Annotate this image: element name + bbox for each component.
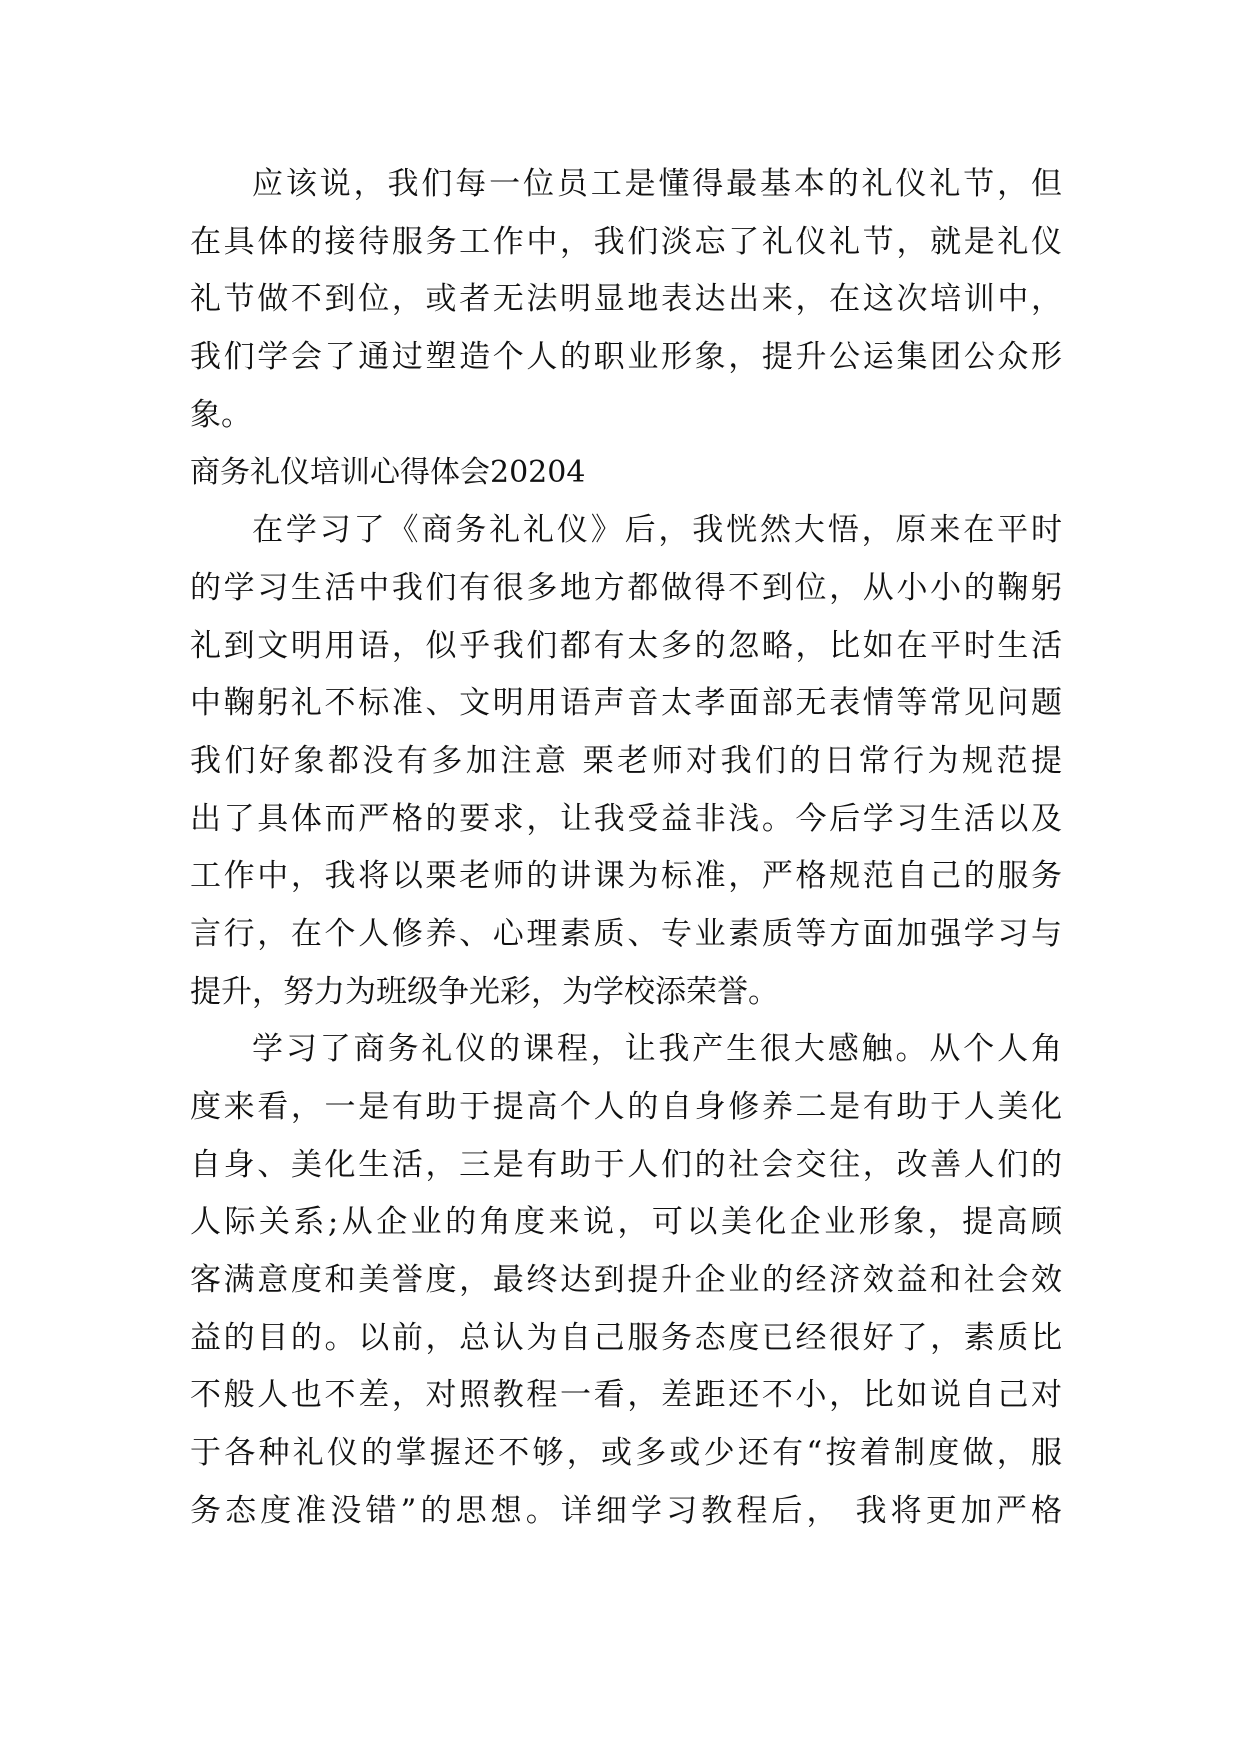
text-line: 礼到文明用语，似乎我们都有太多的忽略，比如在平时生活 [190, 627, 1062, 664]
text-line: 出了具体而严格的要求，让我受益非浅。今后学习生活以及 [190, 800, 1062, 837]
text-line: 提升，努力为班级争光彩，为学校添荣誉。 [190, 973, 779, 1010]
text-line: 言行，在个人修养、心理素质、专业素质等方面加强学习与 [190, 915, 1062, 952]
section-heading: 商务礼仪培训心得体会20204 [190, 455, 586, 491]
document-body [190, 156, 1062, 1541]
paragraph-intro [190, 156, 1062, 444]
text-line: 客满意度和美誉度，最终达到提升企业的经济效益和社会效 [190, 1262, 1062, 1299]
text-line: 学习了商务礼仪的课程，让我产生很大感触。从个人角 [252, 1031, 1062, 1068]
text-line: 人际关系;从企业的角度来说，可以美化企业形象，提高顾 [190, 1204, 1062, 1241]
text-line: 象。 [190, 396, 252, 433]
text-line: 礼节做不到位，或者无法明显地表达出来，在这次培训中， [190, 281, 1062, 318]
text-line: 度来看，一是有助于提高个人的自身修养二是有助于人美化 [190, 1089, 1062, 1125]
text-line: 在学习了《商务礼礼仪》后，我恍然大悟，原来在平时 [252, 512, 1062, 549]
text-line: 益的目的。以前，总认为自己服务态度已经很好了，素质比 [190, 1319, 1062, 1356]
text-line: 工作中，我将以栗老师的讲课为标准，严格规范自己的服务 [190, 858, 1062, 895]
text-line: 于各种礼仪的掌握还不够，或多或少还有“按着制度做，服 [190, 1435, 1062, 1472]
text-line: 自身、美化生活，三是有助于人们的社会交往，改善人们的 [190, 1146, 1062, 1183]
text-line: 应该说，我们每一位员工是懂得最基本的礼仪礼节，但 [252, 166, 1062, 202]
paragraph-course-reflection [190, 1021, 1062, 1540]
text-line: 我们好象都没有多加注意 栗老师对我们的日常行为规范提 [190, 742, 1062, 779]
text-line: 务态度准没错”的思想。详细学习教程后， 我将更加严格 [190, 1492, 1062, 1529]
text-line: 我们学会了通过塑造个人的职业形象，提升公运集团公众形 [190, 339, 1062, 376]
text-line: 在具体的接待服务工作中，我们淡忘了礼仪礼节，就是礼仪 [190, 223, 1062, 260]
text-line: 的学习生活中我们有很多地方都做得不到位，从小小的鞠躬 [190, 569, 1062, 606]
text-line: 不般人也不差，对照教程一看，差距还不小，比如说自己对 [190, 1377, 1062, 1414]
paragraph-study-etiquette [190, 502, 1062, 1021]
text-line: 中鞠躬礼不标准、文明用语声音太孝面部无表情等常见问题 [190, 685, 1062, 722]
